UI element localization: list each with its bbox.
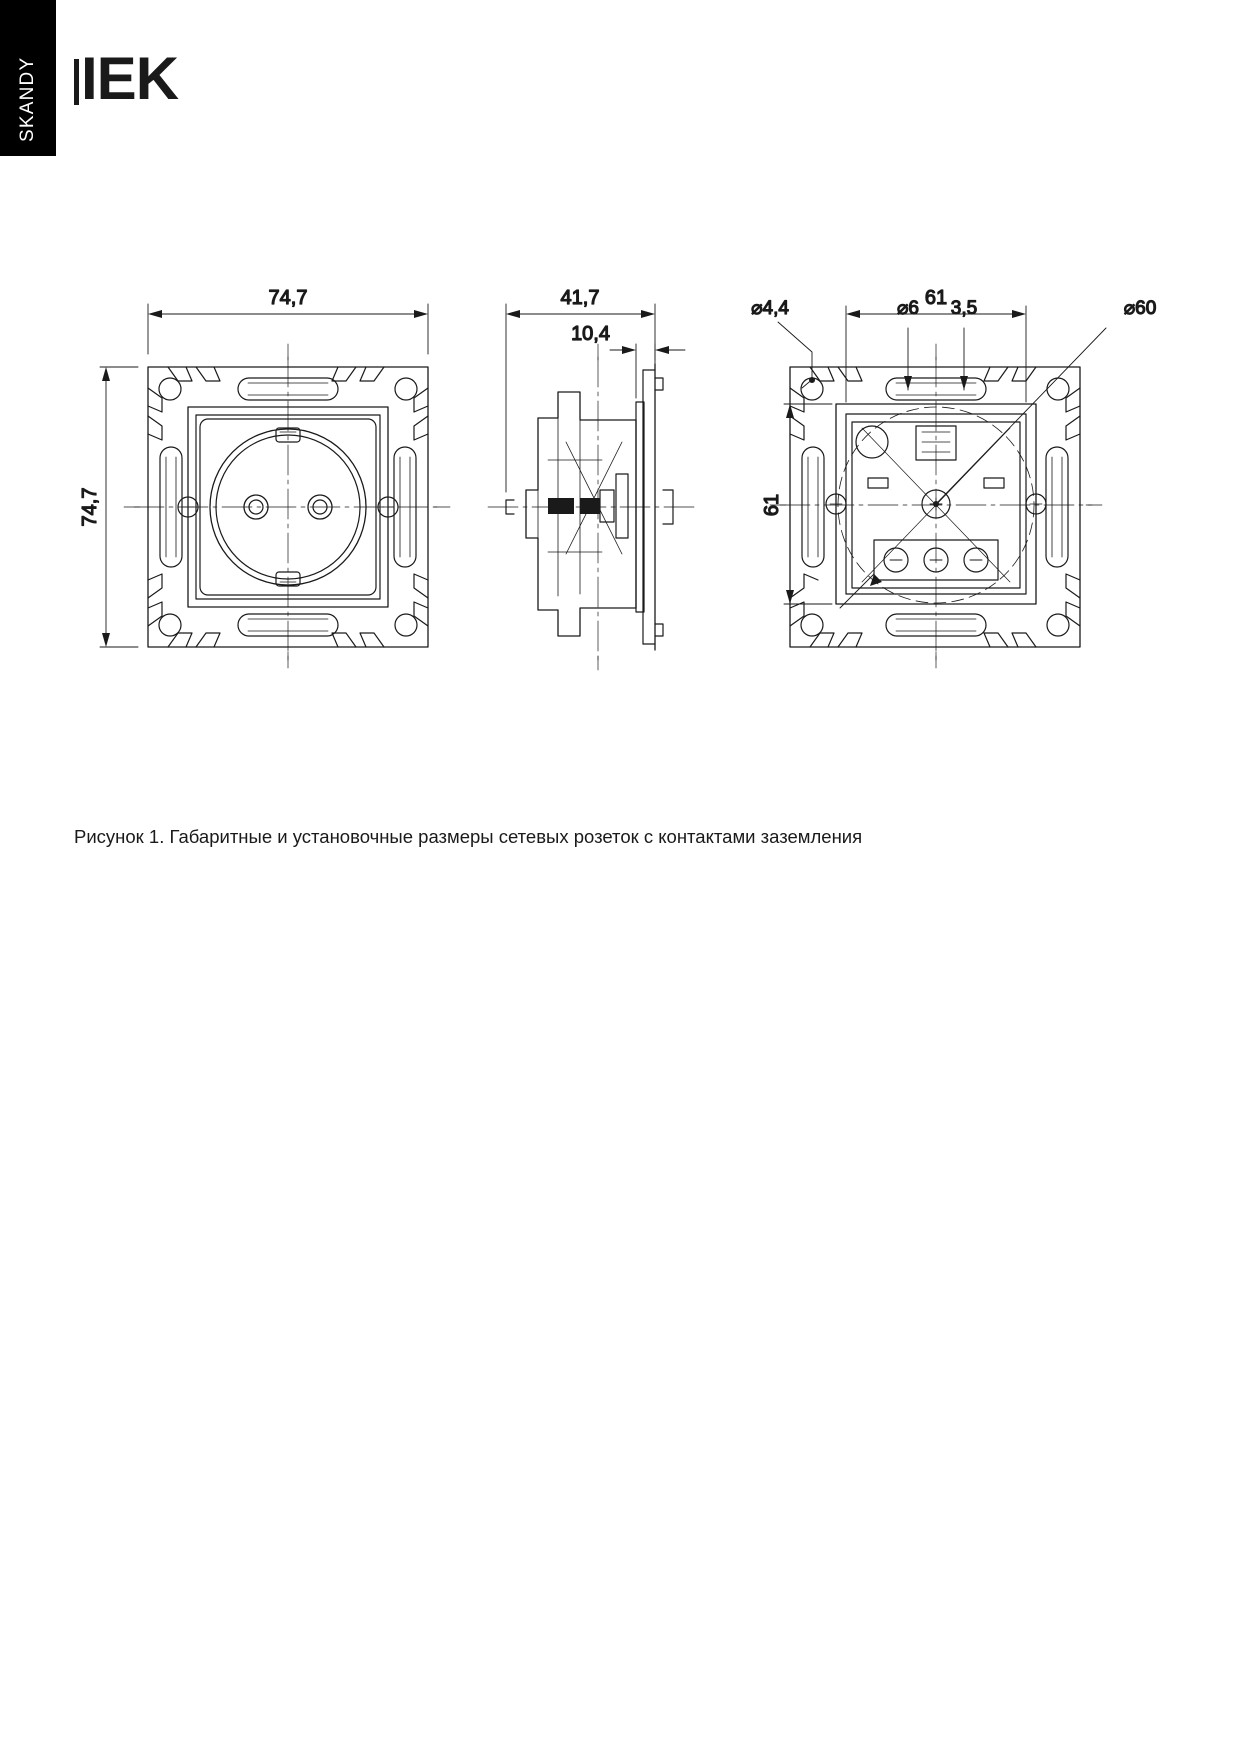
dim-label-front-width: 74,7 bbox=[268, 287, 308, 309]
leader-hole-medium bbox=[904, 328, 912, 390]
dim-label-side-front-plate: 10,4 bbox=[571, 323, 610, 345]
leader-thickness bbox=[960, 328, 968, 390]
brand-sidebar-block bbox=[0, 0, 56, 156]
dim-label-side-depth: 41,7 bbox=[560, 287, 600, 309]
dim-side-front-plate bbox=[610, 344, 685, 398]
dim-label-rear-width: 61 bbox=[924, 287, 948, 309]
logo-bar bbox=[74, 59, 79, 105]
logo-text: IEK bbox=[81, 45, 179, 112]
dim-label-rear-height: 61 bbox=[761, 493, 783, 517]
figure-caption: Рисунок 1. Габаритные и установочные размеры сетевых розеток с контактами заземления bbox=[74, 826, 863, 847]
front-view-graphic bbox=[124, 344, 454, 670]
iek-logo bbox=[74, 44, 178, 113]
dim-label-hole-medium: ⌀6 bbox=[896, 298, 920, 319]
dim-label-thickness: 3,5 bbox=[950, 298, 978, 319]
dim-label-mount-circle: ⌀60 bbox=[1123, 298, 1157, 319]
series-label: SKANDY bbox=[17, 56, 38, 142]
technical-drawing bbox=[0, 252, 1239, 672]
rear-view-graphic bbox=[770, 344, 1106, 670]
dim-label-hole-small: ⌀4,4 bbox=[751, 298, 789, 319]
dim-label-front-height: 74,7 bbox=[79, 487, 101, 527]
side-view-graphic bbox=[488, 344, 694, 670]
